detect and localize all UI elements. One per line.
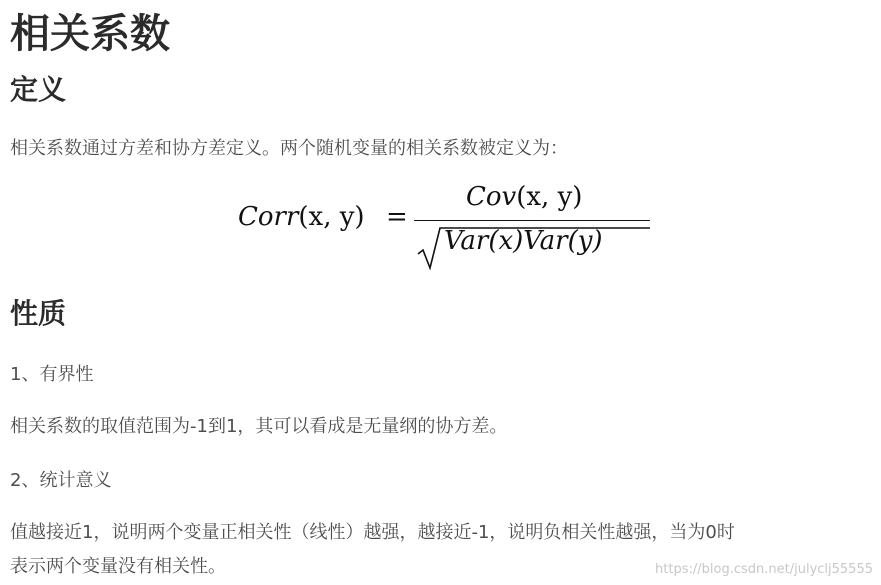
section-heading-definition: 定义 [10,73,67,106]
page-title: 相关系数 [10,11,170,57]
formula-numerator-func: Cov [466,182,517,212]
section-heading-properties: 性质 [10,297,67,330]
definition-text: 相关系数通过方差和协方差定义。两个随机变量的相关系数被定义为： [10,138,568,159]
formula-denominator: Var(x)Var(y) [444,226,603,256]
property-2-text-line2: 表示两个变量没有相关性。 [10,556,226,577]
fraction-bar [414,220,650,221]
formula-lhs-args: (x, y) [298,202,365,232]
property-1-text: 相关系数的取值范围为-1到1，其可以看成是无量纲的协方差。 [10,416,508,437]
correlation-formula [238,180,658,270]
formula-lhs-func: Corr [238,202,299,232]
formula-equals: = [386,202,408,232]
formula-numerator [466,182,582,212]
formula-numerator-args: (x, y) [516,182,583,212]
watermark: https://blog.csdn.net/julyclj55555 [655,562,873,577]
property-1-title: 1、有界性 [10,364,94,385]
property-2-text-line1: 值越接近1，说明两个变量正相关性（线性）越强，越接近-1，说明负相关性越强，当为0时 [10,522,735,543]
formula-lhs [238,202,365,232]
property-2-title: 2、统计意义 [10,470,112,491]
